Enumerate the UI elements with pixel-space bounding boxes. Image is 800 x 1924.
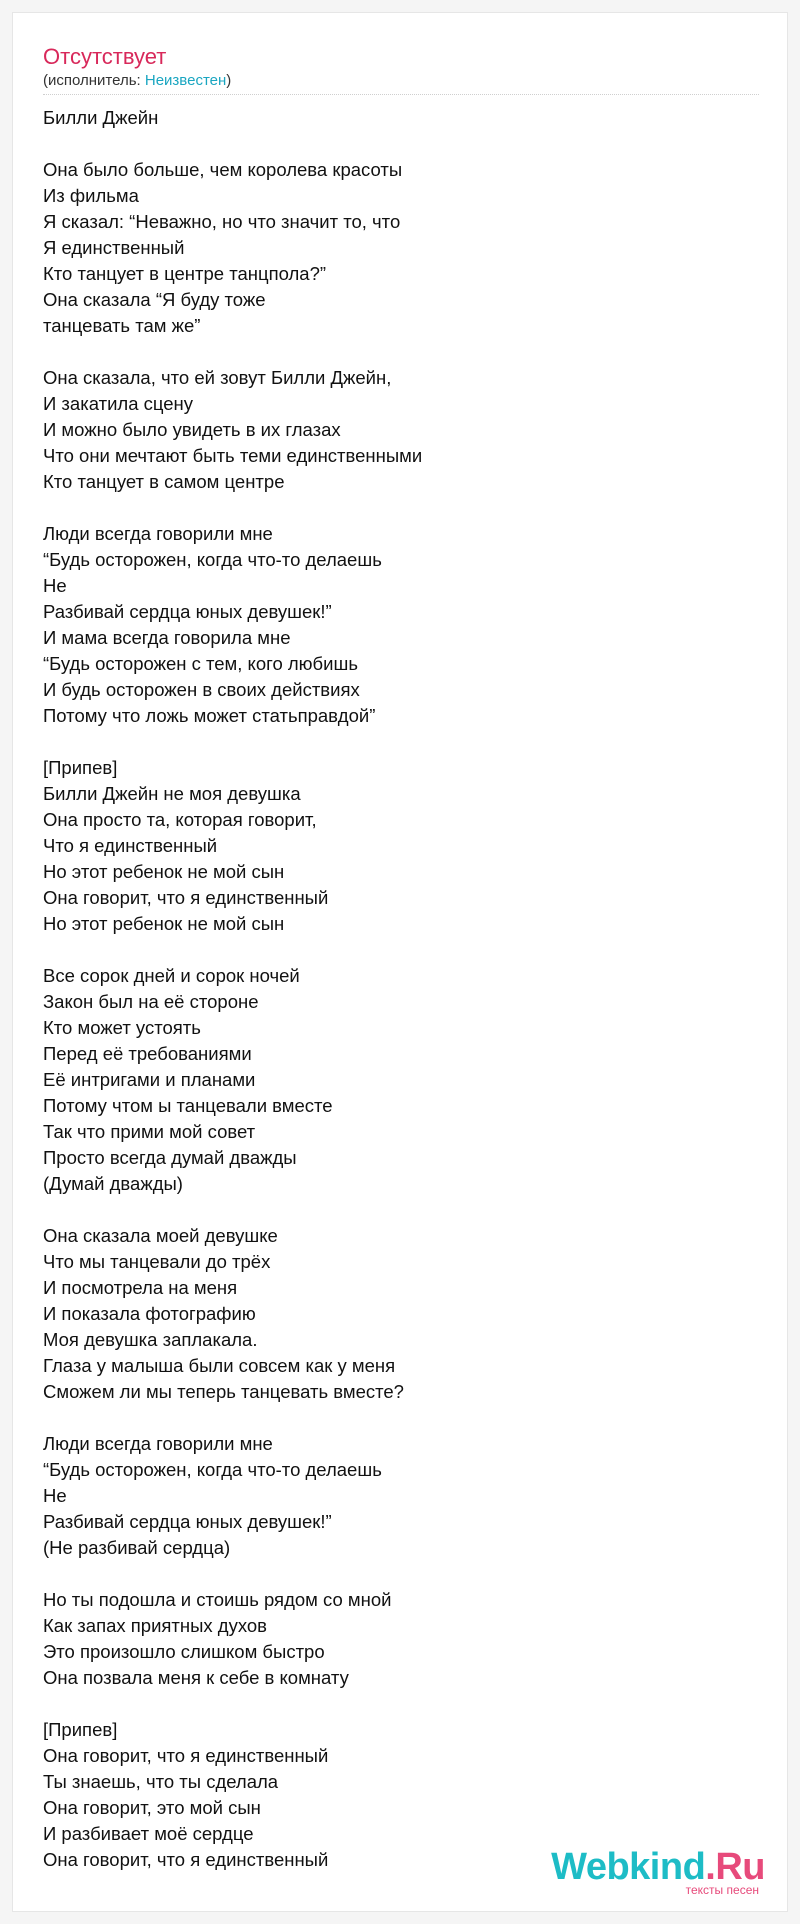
lyric-blank-line — [43, 1405, 763, 1431]
lyric-line: Глаза у малыша были совсем как у меня — [43, 1355, 396, 1376]
lyric-line: Она позвала меня к себе в комнату — [43, 1667, 349, 1688]
lyric-line: Она говорит, что я единственный — [43, 1745, 329, 1766]
lyric-line: Разбивай сердца юных девушек!” — [43, 601, 332, 622]
lyric-line: И будь осторожен в своих действиях — [43, 679, 360, 700]
lyric-line: Кто может устоять — [43, 1017, 201, 1038]
lyric-line: Как запах приятных духов — [43, 1615, 268, 1636]
lyric-line: И мама всегда говорила мне — [43, 627, 291, 648]
logo-name: Webkind — [551, 1846, 706, 1888]
lyric-line: Она сказала моей девушке — [43, 1225, 278, 1246]
artist-line — [43, 72, 231, 90]
lyric-blank-line — [43, 495, 763, 521]
lyric-line: Она было больше, чем королева красоты — [43, 159, 403, 180]
artist-prefix: (исполнитель: — [43, 72, 145, 89]
lyric-line: Из фильма — [43, 185, 139, 206]
lyric-line: И закатила сцену — [43, 393, 194, 414]
page-card — [12, 12, 788, 1912]
lyric-line: [Припев] — [43, 757, 118, 778]
lyric-line: Она сказала “Я буду тоже — [43, 289, 266, 310]
lyric-line: Что они мечтают быть теми единственными — [43, 445, 423, 466]
lyric-line: “Будь осторожен, когда что-то делаешь — [43, 1459, 382, 1480]
lyric-blank-line — [43, 1691, 763, 1717]
lyric-line: Она говорит, что я единственный — [43, 1849, 329, 1870]
lyric-line: И посмотрела на меня — [43, 1277, 238, 1298]
lyric-line: Все сорок дней и сорок ночей — [43, 965, 300, 986]
lyric-blank-line — [43, 1197, 763, 1223]
artist-link[interactable]: Неизвестен — [144, 72, 227, 89]
lyric-line: Я сказал: “Неважно, но что значит то, что — [43, 211, 401, 232]
lyric-line: танцевать там же” — [43, 315, 201, 336]
lyric-line: Кто танцует в самом центре — [43, 471, 285, 492]
lyric-line: Кто танцует в центре танцпола?” — [43, 263, 327, 284]
lyric-line: Перед её требованиями — [43, 1043, 252, 1064]
lyric-line: Просто всегда думай дважды — [43, 1147, 297, 1168]
lyric-line: (Не разбивай сердца) — [43, 1537, 231, 1558]
song-title: Отсутствует — [43, 44, 167, 69]
lyric-blank-line — [43, 1561, 763, 1587]
lyric-line: И показала фотографию — [43, 1303, 256, 1324]
logo-tld: .Ru — [705, 1846, 765, 1888]
lyric-blank-line — [43, 937, 763, 963]
logo-tagline: тексты песен — [685, 1883, 759, 1897]
lyric-line: Не — [43, 575, 67, 596]
lyric-line: Разбивай сердца юных девушек!” — [43, 1511, 332, 1532]
lyric-line: Что я единственный — [43, 835, 218, 856]
lyric-line: Что мы танцевали до трёх — [43, 1251, 271, 1272]
lyric-line: Её интригами и планами — [43, 1069, 256, 1090]
lyric-line: Люди всегда говорили мне — [43, 523, 273, 544]
lyric-line: Она говорит, что я единственный — [43, 887, 329, 908]
lyrics-text — [43, 105, 763, 1873]
lyric-blank-line — [43, 729, 763, 755]
lyric-line: Потому чтом ы танцевали вместе — [43, 1095, 333, 1116]
lyric-blank-line — [43, 131, 763, 157]
lyric-line: Она просто та, которая говорит, — [43, 809, 317, 830]
lyric-blank-line — [43, 339, 763, 365]
lyric-line: Так что прими мой совет — [43, 1121, 256, 1142]
lyric-line: Я единственный — [43, 237, 185, 258]
lyric-line: Закон был на её стороне — [43, 991, 259, 1012]
lyric-line: “Будь осторожен с тем, кого любишь — [43, 653, 358, 674]
lyric-line: Но этот ребенок не мой сын — [43, 913, 285, 934]
lyric-line: Потому что ложь может статьправдой” — [43, 705, 376, 726]
lyric-line: Люди всегда говорили мне — [43, 1433, 273, 1454]
lyric-line: (Думай дважды) — [43, 1173, 183, 1194]
lyric-line: И можно было увидеть в их глазах — [43, 419, 341, 440]
lyric-line: Моя девушка заплакала. — [43, 1329, 258, 1350]
lyric-line: Билли Джейн не моя девушка — [43, 783, 301, 804]
webkind-logo[interactable] — [551, 1843, 775, 1899]
lyric-line: Она говорит, это мой сын — [43, 1797, 261, 1818]
header-divider — [43, 94, 759, 95]
lyric-line: И разбивает моё сердце — [43, 1823, 254, 1844]
lyric-line: Она сказала, что ей зовут Билли Джейн, — [43, 367, 392, 388]
lyric-line: [Припев] — [43, 1719, 118, 1740]
lyric-line: Билли Джейн — [43, 107, 159, 128]
lyric-line: Не — [43, 1485, 67, 1506]
lyric-line: Но этот ребенок не мой сын — [43, 861, 285, 882]
artist-suffix: ) — [226, 72, 232, 89]
lyric-line: Но ты подошла и стоишь рядом со мной — [43, 1589, 392, 1610]
lyric-line: “Будь осторожен, когда что-то делаешь — [43, 549, 382, 570]
lyric-line: Это произошло слишком быстро — [43, 1641, 325, 1662]
lyric-line: Ты знаешь, что ты сделала — [43, 1771, 279, 1792]
lyric-line: Сможем ли мы теперь танцевать вместе? — [43, 1381, 404, 1402]
